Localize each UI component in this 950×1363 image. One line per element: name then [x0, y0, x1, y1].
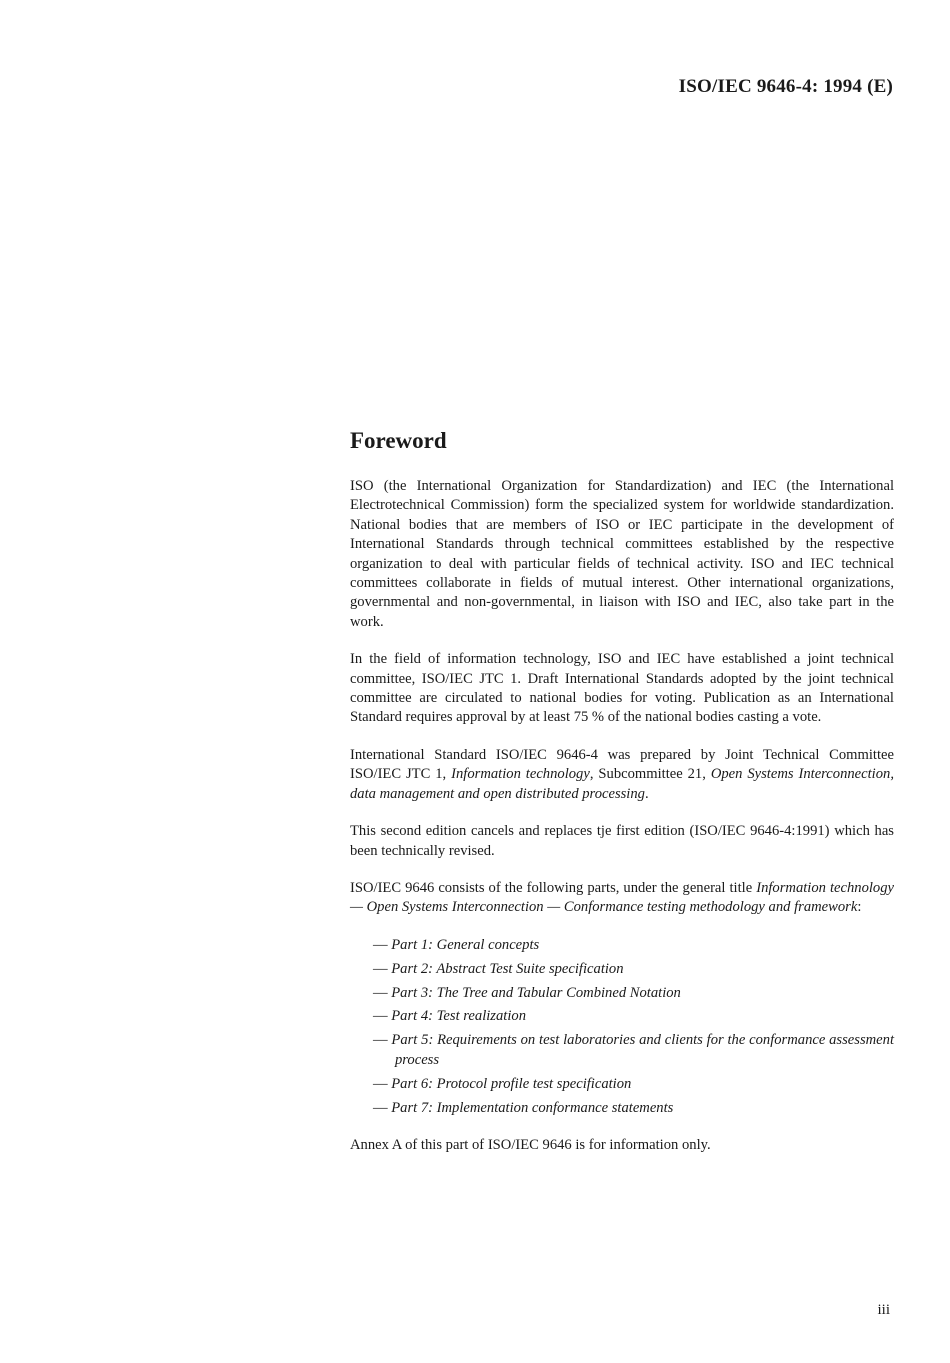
list-item [362, 1075, 894, 1094]
page-number: iii [877, 1302, 890, 1318]
paragraph-iso-iec-intro: ISO (the International Organization for Standardization) and IEC (the International Electrotechnical Commission) form the specialized system for worldwide standardization. National bodies that are members of ISO or IEC participate in the development of International Standards through technical committees established by the respective organization to deal with particular fields of technical activity. ISO and IEC technical committees collaborate in fields of mutual interest. Other international organizations, governmental and non-governmental, in liaison with ISO and IEC, also take part in the work. [350, 478, 894, 630]
parts-intro-text: ISO/IEC 9646 consists of the following parts, under the general title [350, 879, 757, 896]
dash: — [373, 1099, 388, 1116]
dash: — [373, 1008, 388, 1025]
paragraph-annex: Annex A of this part of ISO/IEC 9646 is for information only. [350, 1136, 711, 1153]
part-title: Part 6: Protocol profile test specification [391, 1075, 632, 1092]
dash: — [373, 936, 388, 953]
paragraph-prepared-by [350, 746, 894, 804]
list-item [362, 1031, 894, 1070]
parts-list [350, 936, 894, 1118]
period: . [644, 785, 649, 802]
colon: : [857, 899, 862, 916]
subcommittee-title: Open Systems Interconnection, data management and open distributed processing [350, 766, 894, 802]
prepared-by-text: International Standard ISO/IEC 9646-4 was prepared by Joint Technical Committee ISO/IEC JTC 1, [350, 746, 894, 783]
part-title: Part 5: Requirements on test laboratories and clients for the conformance assessment process [391, 1032, 894, 1068]
dash: — [373, 1032, 388, 1049]
list-item [362, 984, 894, 1003]
part-title: Part 3: The Tree and Tabular Combined Notation [391, 984, 681, 1001]
foreword-section [350, 427, 894, 1173]
part-title: Part 4: Test realization [391, 1008, 526, 1025]
dash: — [373, 1075, 388, 1092]
paragraph-parts-intro [350, 879, 894, 918]
foreword-title: Foreword [350, 428, 447, 453]
document-id-header: ISO/IEC 9646-4: 1994 (E) [678, 76, 893, 97]
committee-title: Information technology [451, 766, 590, 783]
part-title: Part 1: General concepts [391, 936, 540, 953]
paragraph-jtc1: In the field of information technology, ISO and IEC have established a joint technical committee, ISO/IEC JTC 1. Draft International Standards adopted by the joint technical committee are circulated to national bodies for voting. Publication as an International Standard requires approval by at least 75 % of the national bodies casting a vote. [350, 651, 894, 726]
list-item [362, 1099, 894, 1118]
part-title: Part 2: Abstract Test Suite specification [391, 960, 624, 977]
list-item [362, 936, 894, 955]
dash: — [373, 984, 388, 1001]
part-title: Part 7: Implementation conformance statements [391, 1099, 674, 1116]
subcommittee-text: , Subcommittee 21, [589, 766, 711, 783]
dash: — [373, 960, 388, 977]
list-item [362, 960, 894, 979]
list-item [362, 1007, 894, 1026]
general-title: Information technology — Open Systems Interconnection — Conformance testing methodology and framework [350, 879, 894, 916]
paragraph-edition: This second edition cancels and replaces tje first edition (ISO/IEC 9646-4:1991) which has been technically revised. [350, 823, 894, 859]
